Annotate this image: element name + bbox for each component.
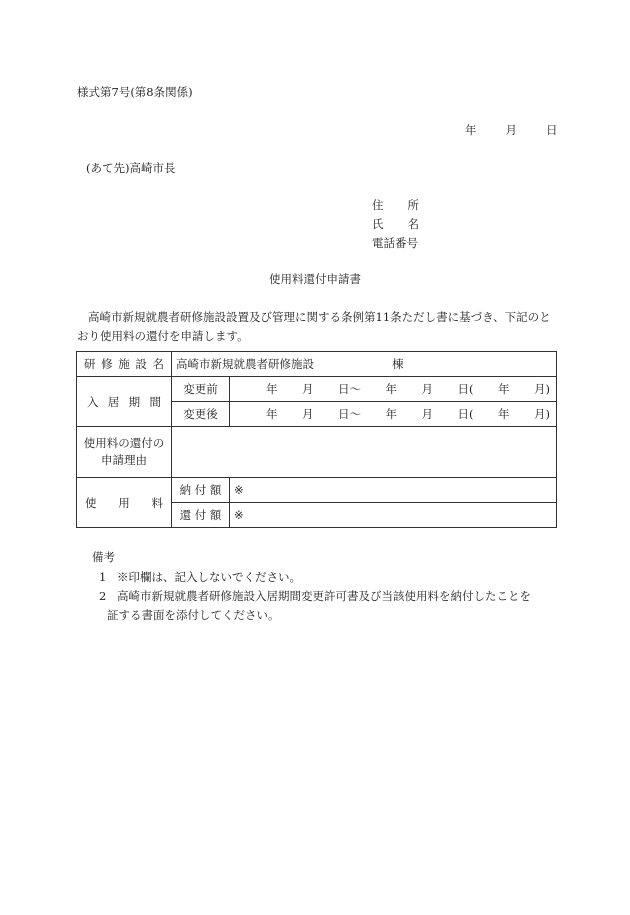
refund-label: 還 付 額	[172, 503, 230, 528]
reason-value[interactable]	[172, 427, 557, 478]
facility-row	[77, 352, 557, 377]
reason-row	[77, 427, 557, 478]
reason-label: 使用料の還付の 申請理由	[77, 427, 172, 478]
intro-paragraph: 高崎市新規就農者研修施設設置及び管理に関する条例第11条ただし書に基づき、下記のとおり使用料の還付を申請します。	[77, 310, 551, 343]
addressee: (あて先)高崎市長	[86, 161, 176, 175]
period-before-value[interactable]: 年 月 日〜 年 月 日( 年 月)	[230, 377, 557, 402]
facility-value-cell[interactable]	[172, 352, 557, 377]
before-label: 変更前	[172, 377, 230, 402]
date-month: 月	[505, 123, 517, 137]
date-day: 日	[546, 123, 558, 137]
paid-row	[77, 478, 557, 503]
after-label: 変更後	[172, 402, 230, 427]
period-label: 入 居 期 間	[77, 377, 172, 427]
remark-item: 1 ※印欄は、記入しないでください。	[99, 570, 301, 584]
remarks-title: 備考	[92, 550, 115, 564]
building-suffix: 棟	[392, 357, 404, 371]
period-after-value[interactable]: 年 月 日〜 年 月 日( 年 月)	[230, 402, 557, 427]
date-year: 年	[465, 123, 477, 137]
paid-value: ※	[230, 478, 557, 503]
facility-value: 高崎市新規就農者研修施設	[176, 357, 314, 371]
application-table	[76, 351, 557, 528]
remark-item-continuation: 証する書面を添付してください。	[107, 608, 280, 622]
form-number: 様式第7号(第8条関係)	[77, 85, 193, 99]
applicant-name-label: 氏 名	[372, 217, 419, 231]
remark-item: 2 高崎市新規就農者研修施設入居期間変更許可書及び当該使用料を納付したことを	[99, 589, 531, 603]
facility-label: 研 修 施 設 名	[77, 352, 172, 377]
date-line	[465, 122, 558, 138]
period-before-row	[77, 377, 557, 402]
applicant-phone-label: 電話番号	[372, 236, 418, 250]
document-title: 使用料還付申請書	[269, 272, 361, 286]
refund-value: ※	[230, 503, 557, 528]
applicant-address-label: 住 所	[372, 198, 419, 212]
paid-label: 納 付 額	[172, 478, 230, 503]
fee-label: 使 用 料	[77, 478, 172, 528]
